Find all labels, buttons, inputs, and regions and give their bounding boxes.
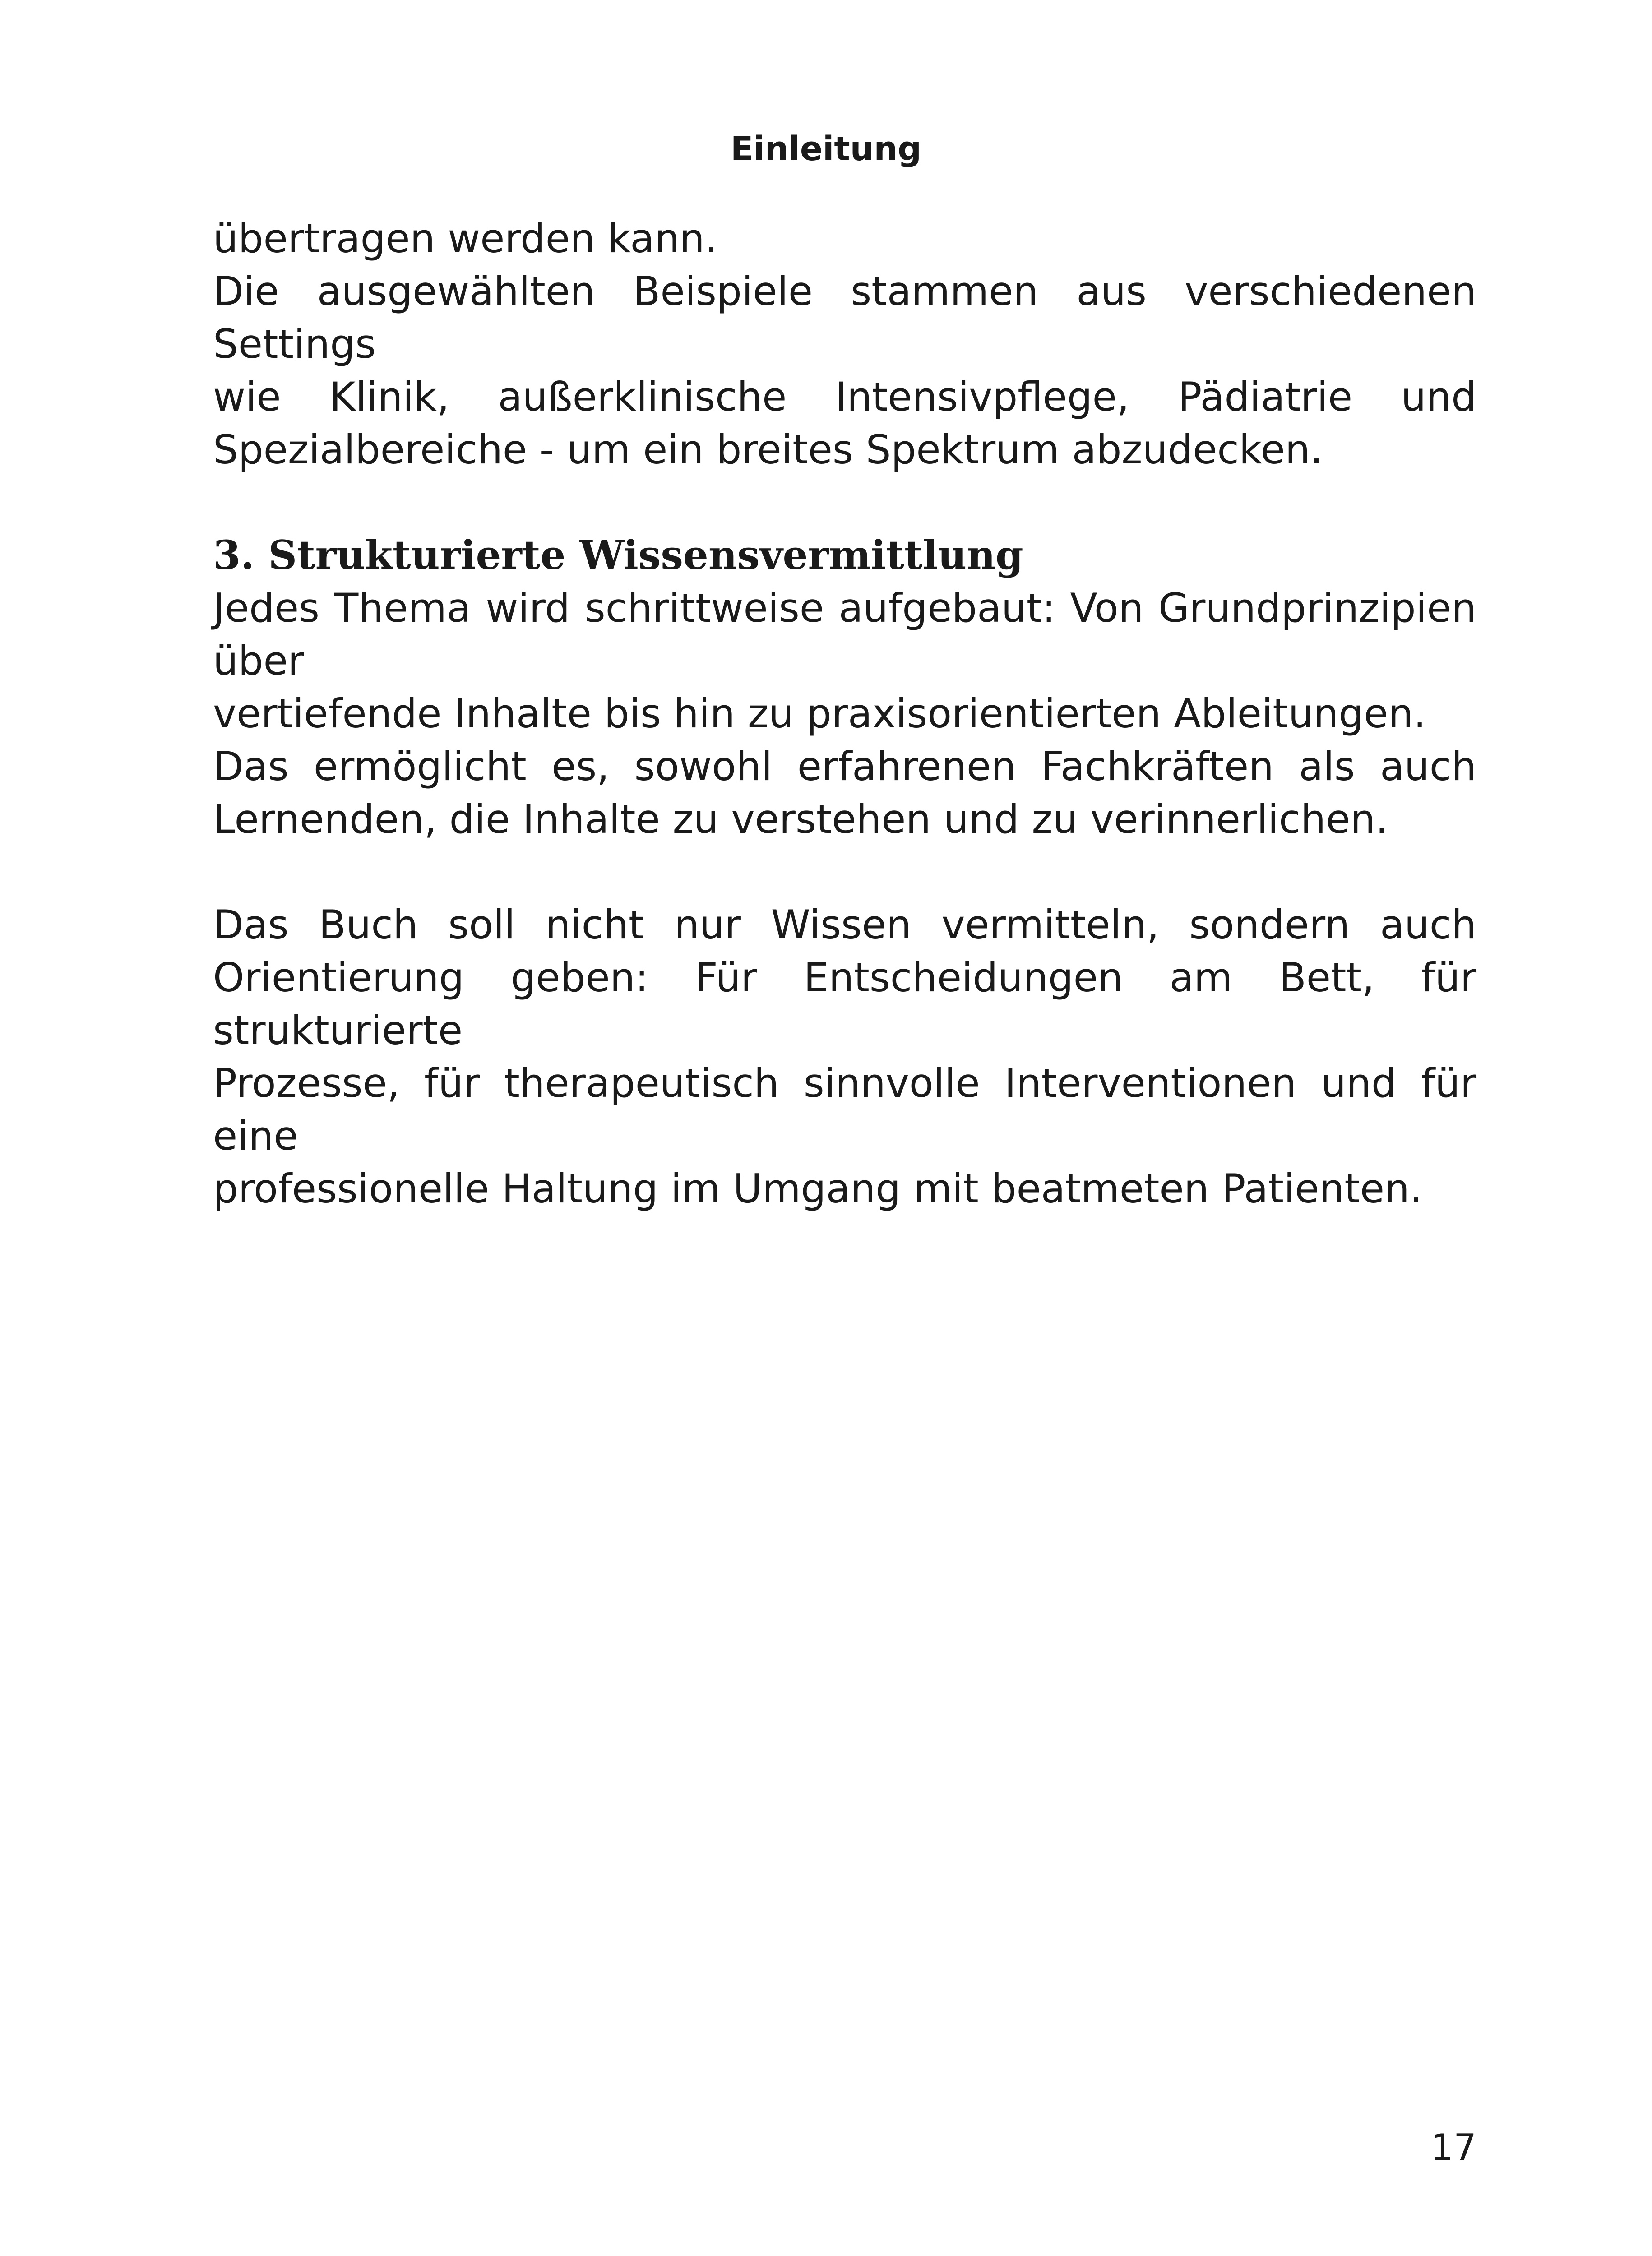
text-line: Spezialbereiche - um ein breites Spektrum abzudecken.	[213, 426, 1323, 473]
paragraph-spacer	[213, 846, 1476, 898]
text-line: Prozesse, für therapeutisch sinnvolle Interventionen und für eine	[213, 1060, 1476, 1159]
text-line: Das ermöglicht es, sowohl erfahrenen Fachkräften als auch	[213, 743, 1476, 790]
text-line: vertiefende Inhalte bis hin zu praxisorientierten Ableitungen.	[213, 690, 1426, 737]
running-title: Einleitung	[730, 129, 922, 168]
text-line: Orientierung geben: Für Entscheidungen am Bett, für strukturierte	[213, 954, 1476, 1054]
text-line: wie Klinik, außerklinische Intensivpflege, Pädiatrie und	[213, 374, 1476, 420]
text-line: Die ausgewählten Beispiele stammen aus verschiedenen Settings	[213, 268, 1476, 367]
text-line: professionelle Haltung im Umgang mit beatmeten Patienten.	[213, 1165, 1422, 1212]
page-number: 17	[1430, 2127, 1476, 2168]
text-line: Lernenden, die Inhalte zu verstehen und zu verinnerlichen.	[213, 796, 1388, 842]
page-body	[213, 212, 1476, 1215]
text-line: Jedes Thema wird schrittweise aufgebaut: Von Grundprinzipien über	[213, 585, 1476, 684]
text-line: übertragen werden kann.	[213, 215, 717, 262]
section-heading: 3. Strukturierte Wissensvermittlung	[213, 532, 1023, 578]
paragraph-spacer	[213, 476, 1476, 529]
text-line: Das Buch soll nicht nur Wissen vermitteln, sondern auch	[213, 901, 1476, 948]
